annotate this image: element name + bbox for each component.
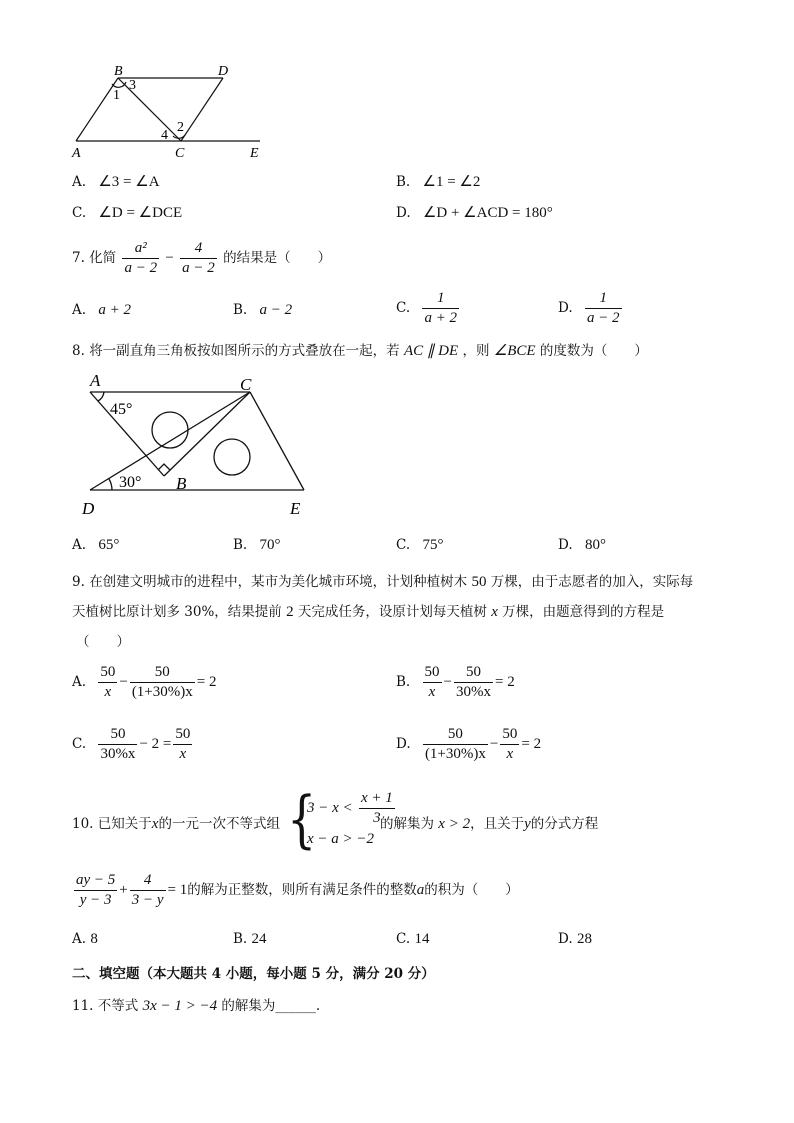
denominator: 3: [373, 810, 381, 826]
angle-label-4: 4: [161, 128, 168, 143]
numerator: 1: [422, 290, 459, 309]
rhs: = 2: [196, 674, 217, 690]
numerator: 4: [180, 240, 217, 259]
option-text: 14: [414, 931, 430, 947]
question-text: 的解为正整数，则所有满足条件的整数: [187, 882, 417, 898]
point-D: D: [218, 64, 229, 79]
q8-option-b[interactable]: [233, 537, 281, 554]
question-text: 万棵，由题意得到的方程是: [502, 604, 665, 620]
q8-option-c[interactable]: [396, 537, 443, 554]
point-E: E: [250, 146, 259, 161]
solution: x > 2: [438, 816, 471, 832]
option-letter: B.: [396, 174, 411, 190]
fraction: [130, 664, 195, 701]
question-text: 将一副直角三角板按如图所示的方式叠放在一起，若: [89, 343, 400, 359]
option-text: ∠D = ∠DCE: [98, 205, 183, 221]
denominator: 3 − y: [131, 892, 164, 908]
denominator: (1+30%)x: [424, 746, 486, 762]
section-title: 二、填空题（本大题共 4 小题，每小题 5 分，满分 20 分）: [72, 966, 435, 982]
option-letter: A.: [72, 302, 87, 318]
rhs: = 2: [494, 674, 515, 690]
denominator: x: [428, 684, 436, 700]
operator: −: [119, 674, 128, 690]
question-text: 的分式方程: [530, 816, 599, 832]
question-11: [72, 994, 320, 1015]
numerator: 4: [130, 872, 166, 891]
denominator: x: [506, 746, 514, 762]
option-letter: B.: [233, 537, 248, 553]
point-C: C: [175, 146, 185, 161]
point-B: B: [114, 64, 123, 79]
option-letter: D.: [396, 736, 411, 752]
option-letter: A.: [72, 174, 87, 190]
label-D: D: [82, 499, 95, 518]
numerator: a²: [122, 240, 159, 259]
figure-parallelogram: [60, 58, 290, 164]
q7-option-d[interactable]: [558, 290, 624, 327]
numerator: 50: [98, 664, 117, 683]
angle-label-2: 2: [177, 120, 184, 135]
option-letter: A.: [72, 931, 87, 947]
number-2: 2: [286, 604, 294, 620]
angle-label-3: 3: [129, 78, 136, 93]
left-brace-icon: {: [287, 782, 317, 856]
angle-expr: ∠BCE: [493, 343, 536, 359]
fraction: [423, 726, 488, 763]
option-letter: C.: [396, 931, 411, 947]
number-50: 50: [471, 574, 487, 590]
fraction-a2: [122, 240, 159, 277]
question-number: 9.: [72, 574, 85, 590]
option-letter: C.: [396, 300, 411, 316]
question-text: 万棵，由于志愿者的加入，实际每: [490, 574, 694, 590]
fraction: [98, 726, 137, 763]
question-9-line-2: [72, 600, 664, 621]
option-letter: C.: [72, 205, 87, 221]
question-number: 10.: [72, 816, 94, 832]
period: .: [315, 998, 321, 1014]
numerator: 1: [585, 290, 622, 309]
question-text: 的积为（ ）: [424, 882, 519, 898]
option-text: 75°: [422, 537, 444, 553]
question-number: 7.: [72, 250, 85, 266]
label-B: B: [176, 474, 187, 493]
q10-option-a[interactable]: [72, 931, 98, 948]
q7-option-a[interactable]: [72, 302, 131, 319]
option-letter: D.: [396, 205, 411, 221]
q10-option-b[interactable]: [233, 931, 267, 948]
option-letter: B.: [233, 931, 248, 947]
q7-option-b[interactable]: [233, 302, 292, 319]
question-7: [72, 240, 331, 277]
option-letter: A.: [72, 674, 87, 690]
q9-option-c[interactable]: [72, 726, 194, 763]
denominator: a + 2: [424, 310, 458, 326]
question-number: 11.: [72, 998, 94, 1014]
denominator: a − 2: [124, 260, 158, 276]
numerator: 50: [423, 664, 442, 683]
option-letter: C.: [396, 537, 411, 553]
fraction: [173, 726, 192, 763]
q7-option-c[interactable]: [396, 290, 461, 327]
denominator: y − 3: [79, 892, 112, 908]
numerator: 50: [500, 726, 519, 745]
option-text: 28: [576, 931, 592, 947]
q10-option-d[interactable]: [558, 931, 592, 948]
fraction: [130, 872, 166, 909]
rhs: = 2: [521, 736, 542, 752]
angle-label-1: 1: [113, 88, 120, 103]
variable-y: y: [524, 816, 531, 832]
denominator: x: [104, 684, 112, 700]
option-text: 24: [251, 931, 267, 947]
numerator: 50: [423, 726, 488, 745]
fraction: [423, 664, 442, 701]
question-text: 的结果是（ ）: [223, 250, 332, 266]
denominator: a − 2: [182, 260, 215, 276]
question-9-line-3: [76, 630, 130, 650]
option-fraction: [585, 290, 622, 327]
operator: −: [489, 736, 499, 752]
variable-x: x: [151, 816, 159, 832]
question-text: 已知关于: [97, 816, 152, 832]
question-text: 不等式: [97, 998, 139, 1014]
fraction-4: [180, 240, 217, 277]
question-text: 的一元一次不等式组: [158, 816, 280, 832]
option-letter: B.: [396, 674, 411, 690]
option-text: ∠1 = ∠2: [422, 174, 481, 190]
point-A: A: [72, 146, 81, 161]
label-A: A: [90, 371, 101, 390]
variable-x: x: [491, 604, 498, 620]
numerator: ay − 5: [74, 872, 117, 891]
option-fraction: [422, 290, 459, 327]
option-letter: C.: [72, 736, 87, 752]
inequality-left: 3 − x <: [307, 800, 353, 816]
option-text: 70°: [259, 537, 281, 553]
operator: −: [443, 674, 452, 690]
option-text: 8: [90, 931, 98, 947]
option-letter: A.: [72, 537, 87, 553]
q8-option-a[interactable]: [72, 537, 119, 554]
fraction: [74, 872, 117, 909]
figure-triangles: [72, 370, 322, 522]
denominator: 30%x: [455, 684, 491, 700]
inequality: 3x − 1 > −4: [142, 998, 218, 1014]
numerator: 50: [98, 726, 137, 745]
answer-blank[interactable]: ______: [275, 998, 316, 1014]
option-text: a + 2: [98, 302, 131, 318]
denominator: a − 2: [586, 310, 620, 326]
numerator: 50: [454, 664, 493, 683]
q6-option-d[interactable]: [396, 203, 553, 222]
operator: +: [119, 882, 128, 898]
q6-option-b[interactable]: [396, 172, 480, 191]
option-letter: D.: [558, 300, 573, 316]
question-9-line-1: [72, 570, 693, 591]
inequality-2: x − a > −2: [307, 831, 375, 847]
variable-a: a: [416, 882, 425, 898]
question-number: 8.: [72, 343, 85, 359]
fraction: [500, 726, 519, 763]
denominator: x: [179, 746, 187, 762]
option-text: ∠D + ∠ACD = 180°: [422, 205, 553, 221]
q6-option-a[interactable]: [72, 172, 160, 191]
fraction: [454, 664, 493, 701]
angle-45: 45°: [110, 401, 133, 418]
q9-option-a[interactable]: [72, 664, 216, 701]
question-text: 在创建文明城市的进程中，某市为美化城市环境，计划种植树木: [89, 574, 468, 590]
question-text: 化简: [89, 250, 117, 266]
question-text: 天植树比原计划多 30%，结果提前: [72, 604, 282, 620]
question-text: 的解集为: [221, 998, 276, 1014]
option-letter: D.: [558, 537, 573, 553]
q9-option-d[interactable]: [396, 726, 541, 763]
option-text: 65°: [98, 537, 120, 553]
option-letter: D.: [558, 931, 573, 947]
option-text: ∠3 = ∠A: [98, 174, 160, 190]
q8-option-d[interactable]: [558, 537, 606, 554]
question-8: [72, 339, 648, 360]
label-E: E: [290, 499, 301, 518]
question-text: ，则: [462, 343, 490, 359]
operator: − 2 =: [139, 736, 172, 752]
denominator: 30%x: [100, 746, 136, 762]
question-10-line-2: [72, 872, 519, 909]
numerator: x + 1: [359, 790, 395, 809]
q6-option-c[interactable]: [72, 203, 182, 222]
question-text: ，且关于: [470, 816, 525, 832]
question-10-line-1: [72, 812, 280, 833]
rhs: = 1: [167, 882, 188, 898]
fraction: [98, 664, 117, 701]
option-text: a − 2: [259, 302, 293, 318]
numerator: 50: [130, 664, 195, 683]
angle-30: 30°: [119, 474, 142, 491]
minus-sign: −: [165, 250, 174, 266]
option-text: 80°: [584, 537, 606, 553]
answer-brackets: （ ）: [76, 634, 130, 650]
question-text: 的度数为（ ）: [539, 343, 648, 359]
numerator: 50: [173, 726, 192, 745]
question-text: 天完成任务，设原计划每天植树: [297, 604, 487, 620]
q10-option-c[interactable]: [396, 931, 429, 948]
label-C: C: [240, 375, 252, 394]
denominator: (1+30%)x: [131, 684, 193, 700]
q9-option-b[interactable]: [396, 664, 515, 701]
question-10-line-1b: [380, 812, 598, 833]
option-letter: B.: [233, 302, 248, 318]
question-text: 的解集为: [380, 816, 434, 832]
condition: AC ∥ DE: [403, 343, 459, 359]
